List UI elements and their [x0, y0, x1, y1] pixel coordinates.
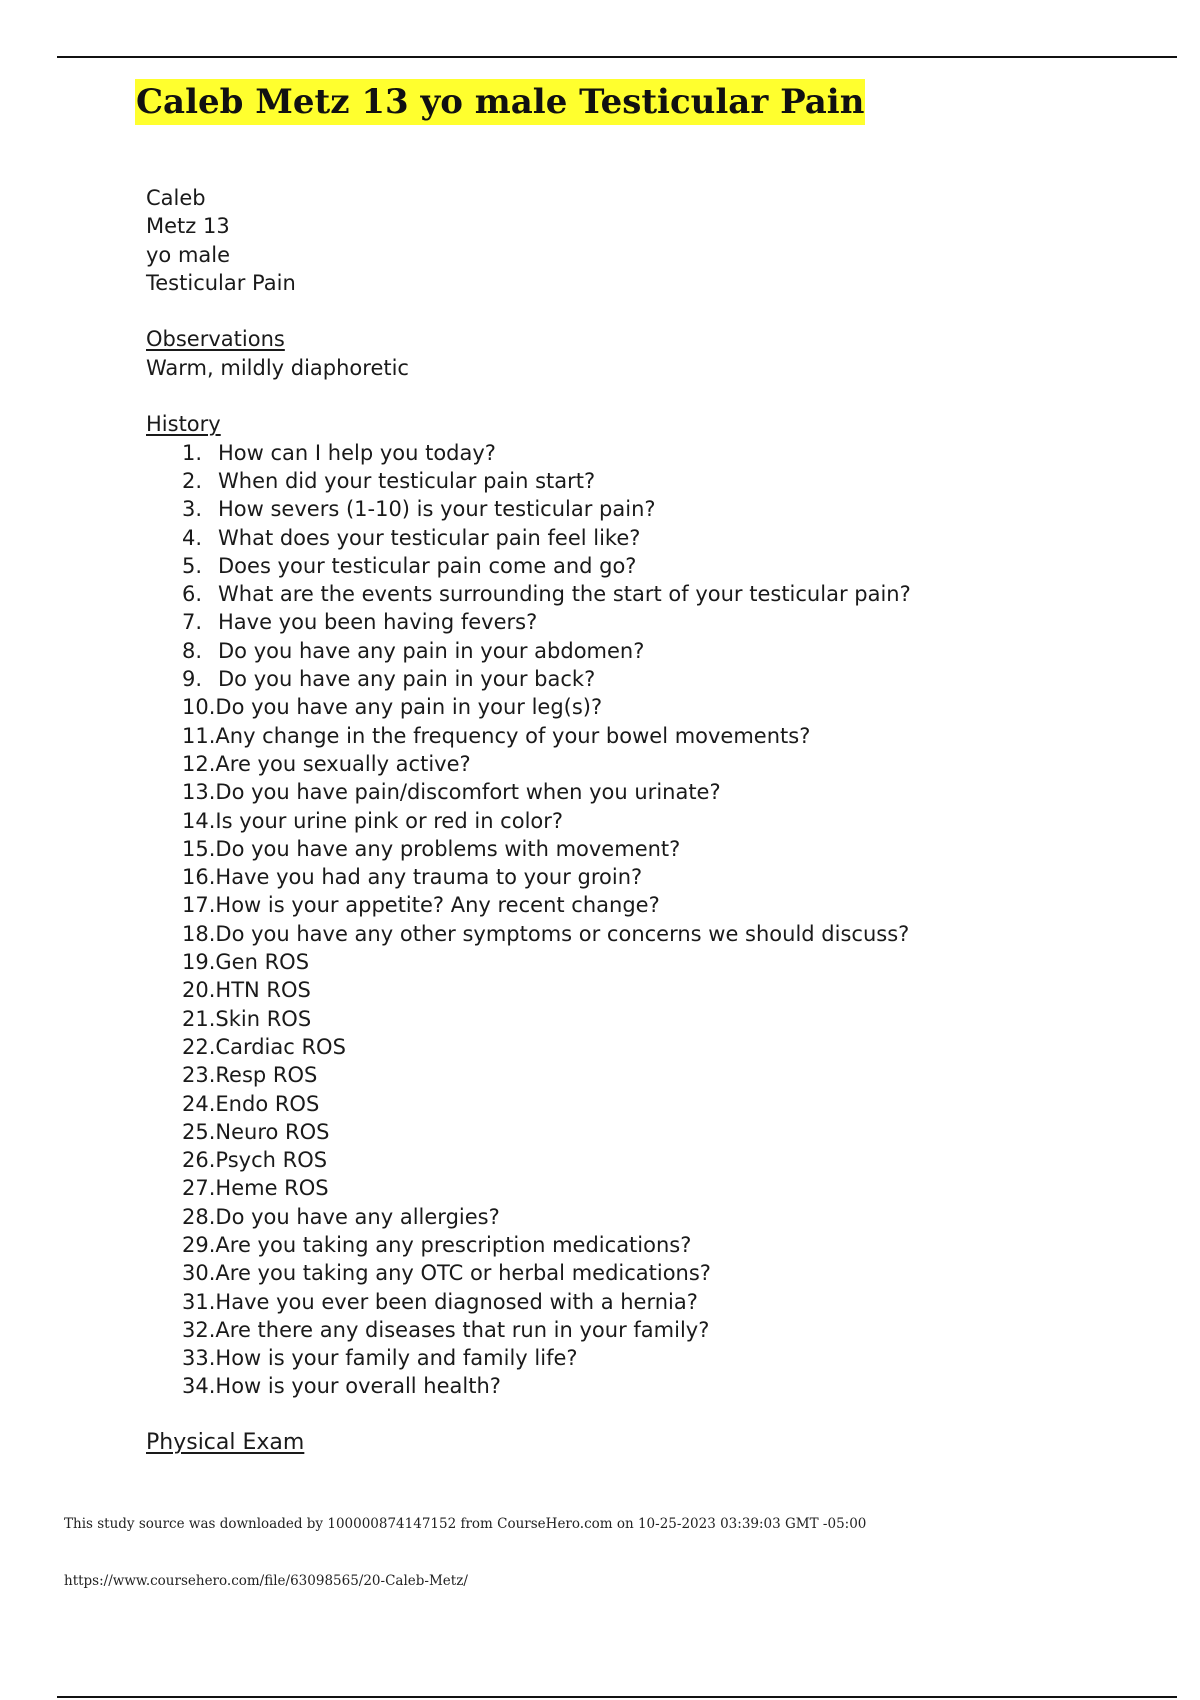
history-item-number: 6.: [182, 582, 203, 607]
history-item-text: Psych ROS: [215, 1148, 328, 1173]
history-item-text: HTN ROS: [215, 978, 311, 1003]
history-item: [182, 580, 1106, 608]
history-item-text: Do you have any other symptoms or concerns we should discuss?: [215, 921, 910, 946]
history-item: [182, 1005, 1106, 1033]
history-item-number: 9.: [182, 667, 203, 692]
history-item: [182, 495, 1106, 523]
history-item-text: Any change in the frequency of your bowel movements?: [215, 723, 811, 748]
history-item-number: 21.: [182, 1006, 216, 1031]
history-item-text: Do you have any pain in your back?: [218, 667, 596, 692]
history-item: [182, 1174, 1106, 1202]
source-url[interactable]: https://www.coursehero.com/file/63098565/20-Caleb-Metz/: [64, 1573, 468, 1589]
history-item-number: 13.: [182, 780, 216, 805]
history-item-text: What are the events surrounding the start of your testicular pain?: [218, 582, 911, 607]
download-notice: This study source was downloaded by 100000874147152 from CourseHero.com on 10-25-2023 03:39:03 GMT -05:00: [64, 1516, 867, 1532]
history-item-text: How is your family and family life?: [215, 1346, 578, 1371]
history-item-number: 23.: [182, 1063, 216, 1088]
history-item: [182, 637, 1106, 665]
history-item: [182, 1231, 1106, 1259]
history-item: [182, 1090, 1106, 1118]
history-item-number: 3.: [182, 497, 203, 522]
history-item: [182, 1146, 1106, 1174]
history-item-text: Is your urine pink or red in color?: [215, 808, 564, 833]
history-item-text: How is your overall health?: [215, 1374, 501, 1399]
history-item: [182, 467, 1106, 495]
history-item: [182, 1259, 1106, 1287]
history-item-number: 5.: [182, 553, 203, 578]
history-item-number: 24.: [182, 1091, 216, 1116]
history-item-number: 10.: [182, 695, 216, 720]
history-item: [182, 722, 1106, 750]
physical-exam-heading: Physical Exam: [146, 1430, 305, 1456]
history-item-number: 29.: [182, 1232, 216, 1257]
history-item-number: 7.: [182, 610, 203, 635]
history-item: [182, 1118, 1106, 1146]
history-item-number: 15.: [182, 836, 216, 861]
history-item: [182, 750, 1106, 778]
history-item: [182, 863, 1106, 891]
history-item-text: Resp ROS: [215, 1063, 318, 1088]
history-item-number: 18.: [182, 921, 216, 946]
history-item: [182, 1344, 1106, 1372]
history-item-text: Neuro ROS: [215, 1119, 330, 1144]
history-item-number: 26.: [182, 1148, 216, 1173]
history-item: [182, 976, 1106, 1004]
history-item-number: 16.: [182, 865, 216, 890]
history-item-text: When did your testicular pain start?: [218, 468, 596, 493]
history-item-text: Do you have any problems with movement?: [215, 836, 681, 861]
header-line-complaint: Testicular Pain: [146, 270, 296, 295]
history-item-number: 12.: [182, 751, 216, 776]
history-item-number: 28.: [182, 1204, 216, 1229]
history-item-number: 33.: [182, 1346, 216, 1371]
history-item: [182, 1203, 1106, 1231]
history-item-text: How severs (1-10) is your testicular pain?: [218, 497, 656, 522]
history-item-number: 22.: [182, 1034, 216, 1059]
history-item: [182, 807, 1106, 835]
history-item-text: How is your appetite? Any recent change?: [215, 893, 660, 918]
history-item-number: 19.: [182, 950, 216, 975]
history-item-number: 4.: [182, 525, 203, 550]
history-item: [182, 693, 1106, 721]
history-item: [182, 524, 1106, 552]
history-item-text: What does your testicular pain feel like?: [218, 525, 641, 550]
history-item: [182, 665, 1106, 693]
history-item-text: Do you have any allergies?: [215, 1204, 500, 1229]
history-item-text: Are you taking any prescription medications?: [215, 1232, 692, 1257]
header-line-sex: yo male: [146, 242, 231, 267]
history-item-text: Are you taking any OTC or herbal medications?: [215, 1261, 711, 1286]
history-item: [182, 439, 1106, 467]
history-item-text: Cardiac ROS: [215, 1034, 346, 1059]
history-item: [182, 552, 1106, 580]
history-item-number: 1.: [182, 440, 203, 465]
history-item-text: Does your testicular pain come and go?: [218, 553, 637, 578]
history-item: [182, 608, 1106, 636]
history-item: [182, 778, 1106, 806]
history-item-text: Have you had any trauma to your groin?: [215, 865, 643, 890]
history-item: [182, 920, 1106, 948]
bottom-rule: [57, 1696, 1177, 1698]
history-item: [182, 948, 1106, 976]
history-item-number: 20.: [182, 978, 216, 1003]
history-item-text: Have you ever been diagnosed with a hernia?: [215, 1289, 698, 1314]
history-item-text: Endo ROS: [215, 1091, 320, 1116]
observations-heading: Observations: [146, 327, 285, 352]
history-heading: History: [146, 412, 221, 437]
history-item-number: 25.: [182, 1119, 216, 1144]
history-item-text: How can I help you today?: [218, 440, 496, 465]
history-item-text: Gen ROS: [215, 950, 310, 975]
history-item: [182, 1033, 1106, 1061]
header-line-surname-age: Metz 13: [146, 214, 230, 239]
history-list: [146, 439, 1106, 1401]
history-item-number: 31.: [182, 1289, 216, 1314]
history-item-number: 32.: [182, 1317, 216, 1342]
history-item-number: 17.: [182, 893, 216, 918]
history-item-text: Do you have any pain in your abdomen?: [218, 638, 645, 663]
top-rule: [57, 56, 1177, 58]
history-item: [182, 1288, 1106, 1316]
history-item-text: Do you have pain/discomfort when you urinate?: [215, 780, 721, 805]
history-item-text: Do you have any pain in your leg(s)?: [215, 695, 603, 720]
history-item-number: 34.: [182, 1374, 216, 1399]
history-item-text: Have you been having fevers?: [218, 610, 538, 635]
history-item-number: 30.: [182, 1261, 216, 1286]
document-body: [146, 184, 1106, 1457]
history-item-text: Are there any diseases that run in your family?: [215, 1317, 710, 1342]
header-line-name: Caleb: [146, 186, 206, 210]
document-title: Caleb Metz 13 yo male Testicular Pain: [135, 79, 865, 125]
history-item-number: 8.: [182, 638, 203, 663]
history-item-number: 11.: [182, 723, 216, 748]
history-item: [182, 1372, 1106, 1400]
history-item-text: Are you sexually active?: [215, 751, 471, 776]
history-item-text: Skin ROS: [215, 1006, 312, 1031]
history-item-number: 27.: [182, 1176, 216, 1201]
history-item: [182, 1061, 1106, 1089]
history-item-text: Heme ROS: [215, 1176, 329, 1201]
history-item: [182, 835, 1106, 863]
history-item-number: 2.: [182, 468, 203, 493]
history-item: [182, 1316, 1106, 1344]
observations-text: Warm, mildly diaphoretic: [146, 355, 409, 380]
history-item-number: 14.: [182, 808, 216, 833]
history-item: [182, 891, 1106, 919]
